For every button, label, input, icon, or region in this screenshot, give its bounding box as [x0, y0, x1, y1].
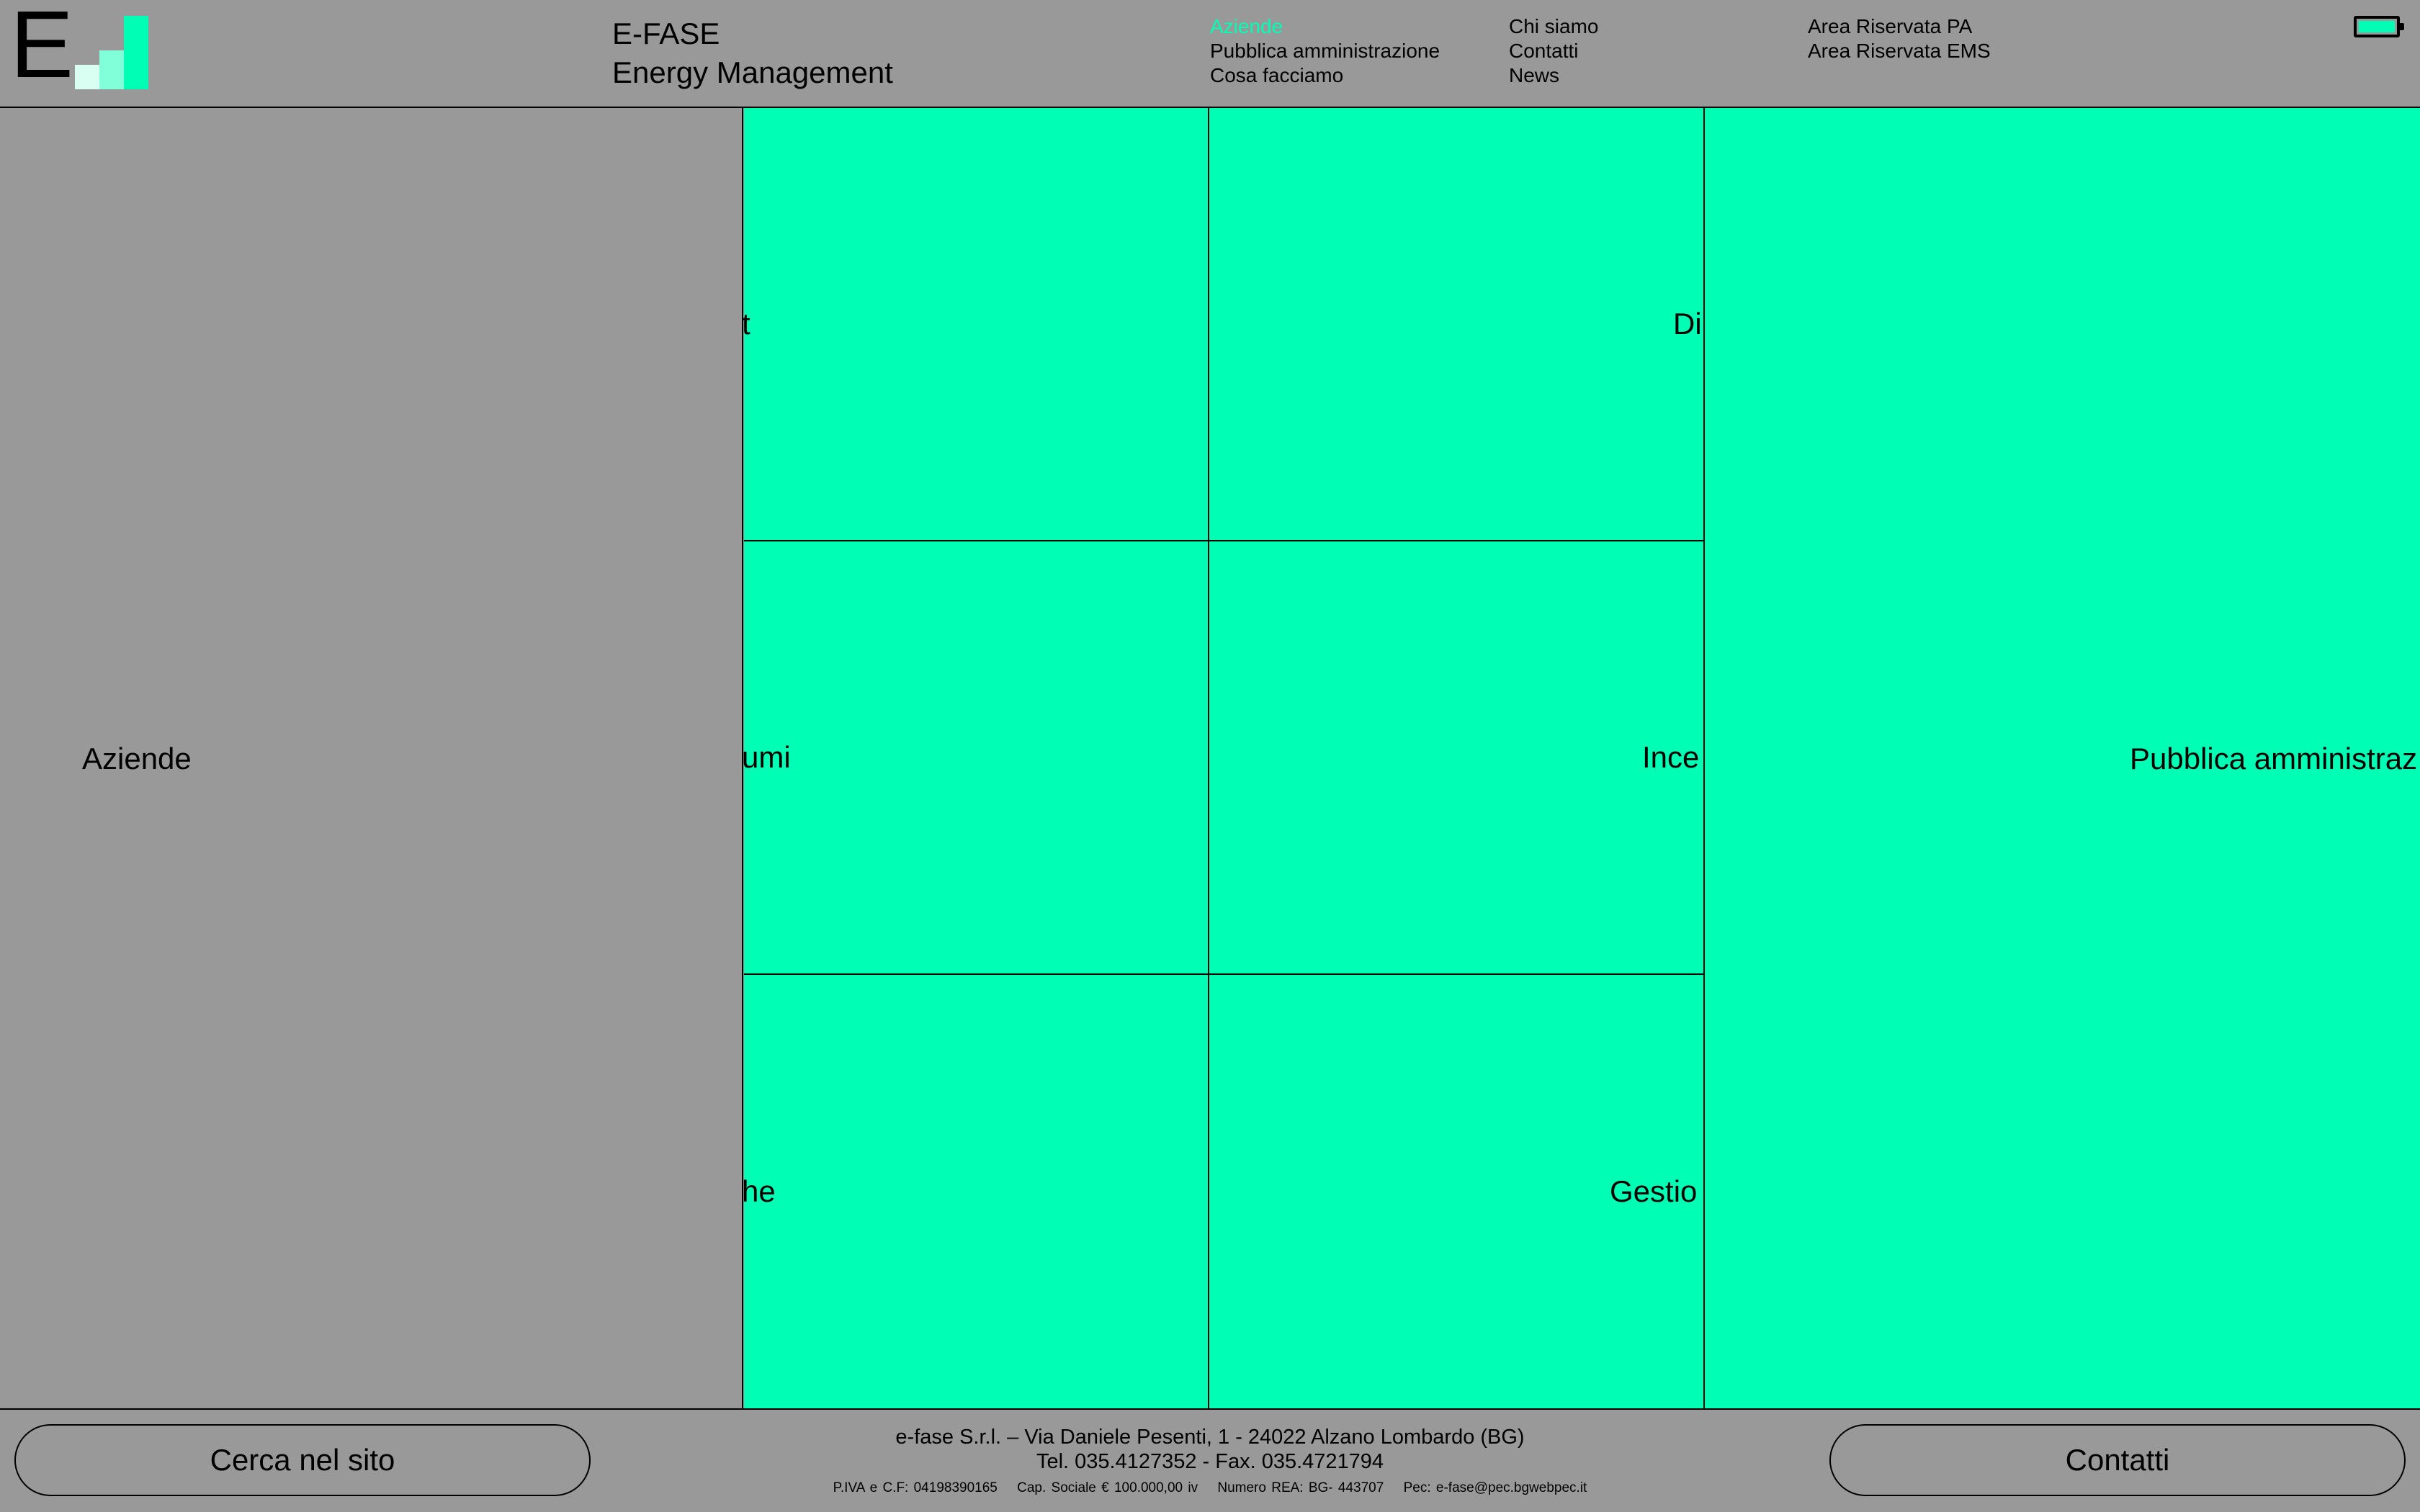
panel-aziende[interactable]: [0, 108, 743, 1408]
logo-letter: E: [10, 0, 73, 97]
brand-title: [612, 14, 893, 92]
services-grid: [744, 108, 1705, 1408]
company-rea: Numero REA: BG- 443707: [1217, 1480, 1384, 1495]
brand-name: E-FASE: [612, 17, 720, 50]
nav-link-aziende[interactable]: Aziende: [1210, 15, 1283, 37]
nav-column-primary: [1210, 14, 1440, 88]
brand-tagline: Energy Management: [612, 55, 893, 89]
company-phone: Tel. 035.4127352 - Fax. 035.4721794: [1036, 1450, 1384, 1473]
nav-link-area-riservata-ems[interactable]: Area Riservata EMS: [1808, 40, 1991, 62]
service-cell-6[interactable]: [1209, 975, 1705, 1408]
nav-link-area-riservata-pa[interactable]: Area Riservata PA: [1808, 15, 1973, 37]
contact-button[interactable]: Contatti: [1829, 1424, 2406, 1496]
panel-aziende-label: Aziende: [82, 742, 192, 775]
company-capital: Cap. Sociale € 100.000,00 iv: [1017, 1480, 1198, 1495]
site-footer: [0, 1408, 2420, 1512]
nav-link-cosa-facciamo[interactable]: Cosa facciamo: [1210, 64, 1344, 86]
service-cell-label: Di: [1673, 307, 1702, 341]
service-cell-label: Gestio: [1610, 1174, 1698, 1208]
nav-column-company: [1509, 14, 1598, 88]
nav-link-pubblica-amministrazione[interactable]: Pubblica amministrazione: [1210, 40, 1440, 62]
service-cell-3[interactable]: [744, 541, 1209, 975]
battery-icon: [2354, 16, 2400, 37]
company-pec: Pec: e-fase@pec.bgwebpec.it: [1403, 1480, 1587, 1495]
service-cell-label: t: [742, 307, 750, 341]
site-header: [0, 0, 2420, 108]
service-cell-label: Ince: [1642, 740, 1700, 774]
company-address: e-fase S.r.l. – Via Daniele Pesenti, 1 - 24022 Alzano Lombardo (BG): [895, 1426, 1525, 1449]
panel-pa-label: Pubblica amministraz: [2130, 742, 2418, 775]
site-logo[interactable]: [10, 0, 154, 97]
panel-pubblica-amministrazione[interactable]: [1705, 108, 2420, 1408]
main-content: [0, 108, 2420, 1408]
service-cell-1[interactable]: [744, 108, 1209, 541]
search-site-button[interactable]: Cerca nel sito: [14, 1424, 591, 1496]
battery-fill: [2359, 21, 2395, 32]
company-legal-info: [648, 1480, 1772, 1496]
service-cell-5[interactable]: [744, 975, 1209, 1408]
company-piva: P.IVA e C.F: 04198390165: [833, 1480, 998, 1495]
nav-column-reserved: [1808, 14, 1991, 63]
nav-link-chi-siamo[interactable]: Chi siamo: [1509, 15, 1599, 37]
nav-link-news[interactable]: News: [1509, 64, 1560, 86]
logo-bars-icon: [10, 10, 154, 89]
service-cell-label: umi: [742, 740, 791, 774]
service-cell-label: he: [742, 1174, 776, 1208]
service-cell-2[interactable]: [1209, 108, 1705, 541]
nav-link-contatti[interactable]: Contatti: [1509, 40, 1579, 62]
service-cell-4[interactable]: [1209, 541, 1705, 975]
